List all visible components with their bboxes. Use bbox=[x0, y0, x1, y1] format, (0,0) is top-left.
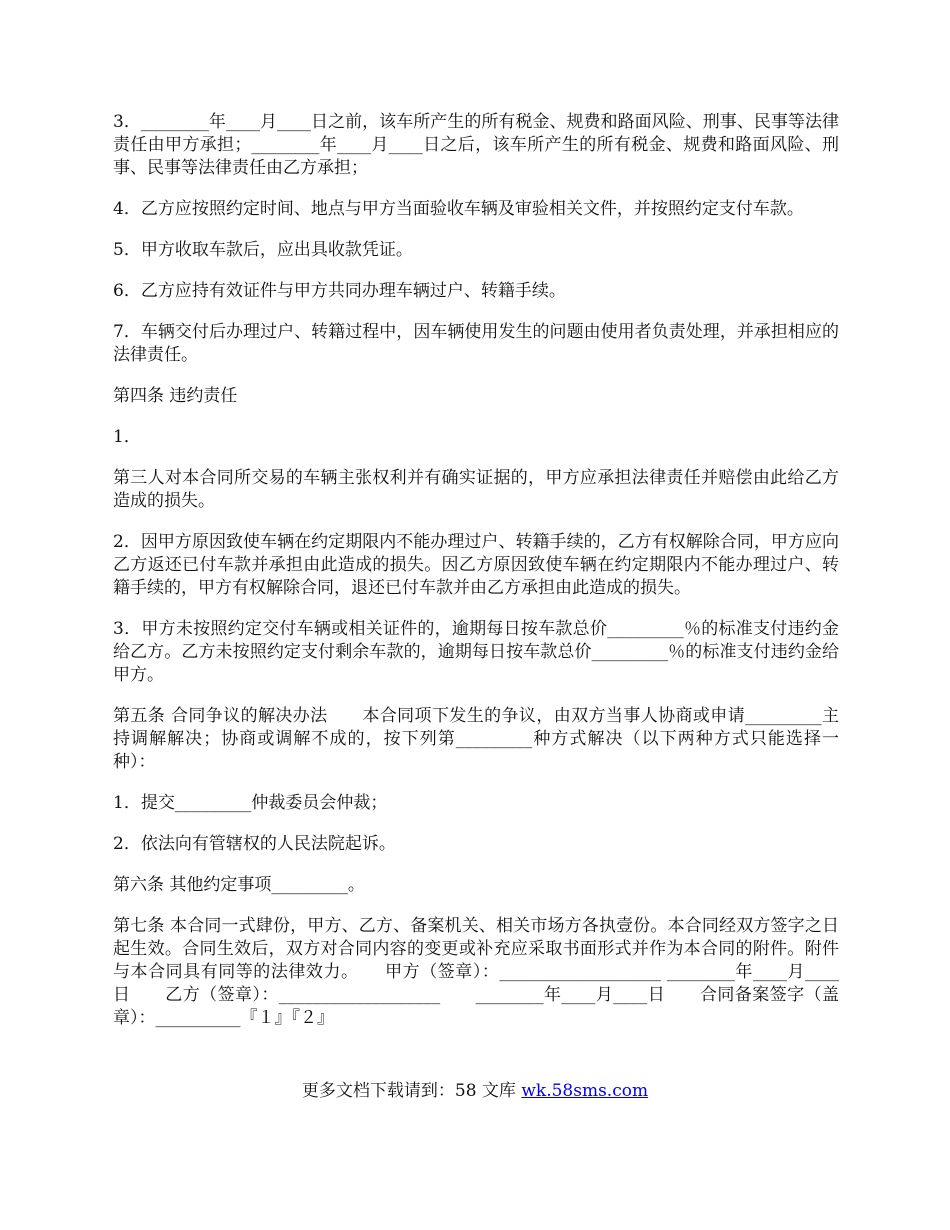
article-5-option-2: 2．依法向有管辖权的人民法院起诉。 bbox=[113, 834, 396, 854]
article-4-item-1-text: 第三人对本合同所交易的车辆主张权利并有确实证据的，甲方应承担法律责任并赔偿由此给乙方造成的损失。 bbox=[113, 468, 839, 511]
article-5-dispute-resolution: 第五条 合同争议的解决办法 本合同项下发生的争议，由双方当事人协商或申请_________主持调解解决；协商或调解不成的，按下列第_________种方式解决（以下两种方式只能选择一种）： bbox=[113, 706, 839, 772]
article-6-other-terms: 第六条 其他约定事项_________。 bbox=[113, 875, 365, 895]
article-4-heading: 第四条 违约责任 bbox=[113, 386, 238, 406]
clause-5-receipt: 5．甲方收取车款后，应出具收款凭证。 bbox=[113, 240, 413, 260]
document-body bbox=[113, 111, 839, 1048]
clause-6-transfer-procedure: 6．乙方应持有效证件与甲方共同办理车辆过户、转籍手续。 bbox=[113, 281, 566, 301]
clause-7-usage-liability: 7．车辆交付后办理过户、转籍过程中，因车辆使用发生的问题由使用者负责处理，并承担相应的法律责任。 bbox=[113, 322, 839, 365]
article-4-item-1-number: 1． bbox=[113, 427, 141, 447]
article-4-item-2: 2．因甲方原因致使车辆在约定期限内不能办理过户、转籍手续的，乙方有权解除合同，甲方应向乙方返还已付车款并承担由此造成的损失。因乙方原因致使车辆在约定期限内不能办理过户、转籍手续的，甲方有权解除合同，退还已付车款并由乙方承担由此造成的损失。 bbox=[113, 532, 839, 598]
clause-3-tax-liability: 3．________年____月____日之前，该车所产生的所有税金、规费和路面风险、刑事、民事等法律责任由甲方承担；________年____月____日之后，该车所产生的所有税金、规费和路面风险、刑事、民事等法律责任由乙方承担； bbox=[113, 112, 839, 178]
clause-4-inspection-payment: 4．乙方应按照约定时间、地点与甲方当面验收车辆及审验相关文件，并按照约定支付车款。 bbox=[113, 199, 804, 219]
footer-text: 更多文档下载请到：58 文库 bbox=[301, 1081, 522, 1101]
footer-website-link[interactable]: wk.58sms.com bbox=[521, 1081, 649, 1101]
article-5-option-1: 1．提交_________仲裁委员会仲裁； bbox=[113, 793, 388, 813]
page-footer bbox=[0, 1080, 950, 1102]
article-4-item-3: 3．甲方未按照约定交付车辆或相关证件的，逾期每日按车款总价_________％的标准支付违约金给乙方。乙方未按照约定支付剩余车款的，逾期每日按车款总价_________％的标准支付违约金给甲方。 bbox=[113, 619, 839, 685]
article-7-copies-signatures: 第七条 本合同一式肆份，甲方、乙方、备案机关、相关市场方各执壹份。本合同经双方签字之日起生效。合同生效后，双方对合同内容的变更或补充应采取书面形式并作为本合同的附件。附件与本合同具有同等的法律效力。 甲方（签章）：___________________ ________年____月____日 乙方（签章）：___________________ ________年____月____日 合同备案签字（盖章）：__________『１』『２』 bbox=[113, 916, 839, 1028]
